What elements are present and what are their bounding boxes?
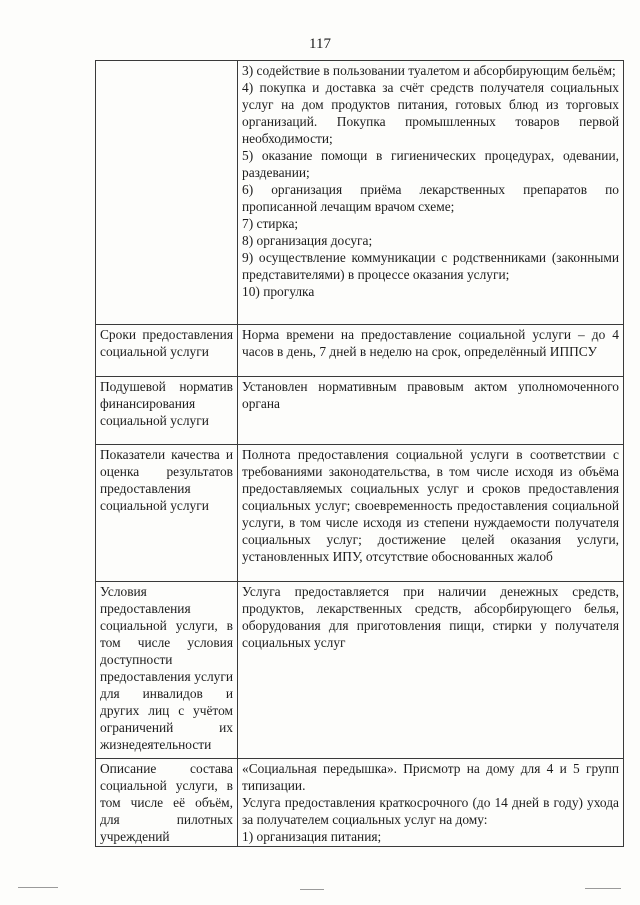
paragraph: «Социальная передышка». Присмотр на дому для 4 и 5 групп типизации. xyxy=(242,761,619,793)
row-label: Сроки предоставления социальной услуги xyxy=(96,325,238,377)
table-row xyxy=(96,582,624,759)
list-item: 8) организация досуга; xyxy=(242,233,373,248)
table-row xyxy=(96,61,624,325)
row-label: Показатели качества и оценка результатов предоставления социальной услуги xyxy=(96,445,238,582)
list-item: 4) покупка и доставка за счёт средств получателя социальных услуг на дом продуктов питания, готовых блюд из торговых организаций. Покупка промышленных товаров первой необходимости; xyxy=(242,80,619,146)
list-item: 7) стирка; xyxy=(242,216,299,231)
list-item: 9) осуществление коммуникации с родственниками (законными представителями) в процессе оказания услуги; xyxy=(242,250,619,282)
row-content xyxy=(238,325,624,377)
row-content xyxy=(238,445,624,582)
row-label: Условия предоставления социальной услуги, в том числе условия доступности предоставления услуги для инвалидов и других лиц с учётом ограничений их жизнедеятельности xyxy=(96,582,238,759)
table-row xyxy=(96,325,624,377)
list-item: 3) содействие в пользовании туалетом и абсорбирующим бельём; xyxy=(242,63,616,78)
row-label: Описание состава социальной услуги, в том числе её объём, для пилотных учреждений xyxy=(96,759,238,847)
paragraph: Установлен нормативным правовым актом уполномоченного органа xyxy=(242,379,619,411)
list-item: 5) оказание помощи в гигиенических процедурах, одевании, раздевании; xyxy=(242,148,619,180)
list-item: 10) прогулка xyxy=(242,284,315,299)
row-label xyxy=(96,61,238,325)
paragraph: Полнота предоставления социальной услуги в соответствии с требованиями законодательства, в том числе исходя из объёма предоставляемых социальных услуг и сроков предоставления социальных услуг; своевременность предоставления социальной услуги, в том числе исходя из степени нуждаемости получателя социальных услуг; достижение целей оказания услуги, установленных ИПУ, отсутствие обоснованных жалоб xyxy=(242,447,619,564)
scan-artifact xyxy=(300,889,324,890)
row-content xyxy=(238,759,624,847)
scan-artifact xyxy=(18,887,58,888)
row-content xyxy=(238,582,624,759)
row-content xyxy=(238,61,624,325)
page-number: 117 xyxy=(309,36,331,52)
scan-artifact xyxy=(585,888,621,889)
row-content xyxy=(238,377,624,445)
paragraph: Услуга предоставляется при наличии денежных средств, продуктов, лекарственных средств, абсорбирующего белья, оборудования для приготовления пищи, стирки у получателя социальных услуг xyxy=(242,584,619,650)
table-row xyxy=(96,445,624,582)
list-item: 1) организация питания; xyxy=(242,829,382,844)
row-label: Подушевой норматив финансирования социальной услуги xyxy=(96,377,238,445)
paragraph: Услуга предоставления краткосрочного (до 14 дней в году) ухода за получателем социальных услуг на дому: xyxy=(242,795,619,827)
table-row xyxy=(96,759,624,847)
paragraph: Норма времени на предоставление социальной услуги – до 4 часов в день, 7 дней в неделю на срок, определённый ИППСУ xyxy=(242,327,619,359)
list-item: 6) организация приёма лекарственных препаратов по прописанной лечащим врачом схеме; xyxy=(242,182,619,214)
table-row xyxy=(96,377,624,445)
services-table xyxy=(95,60,624,847)
